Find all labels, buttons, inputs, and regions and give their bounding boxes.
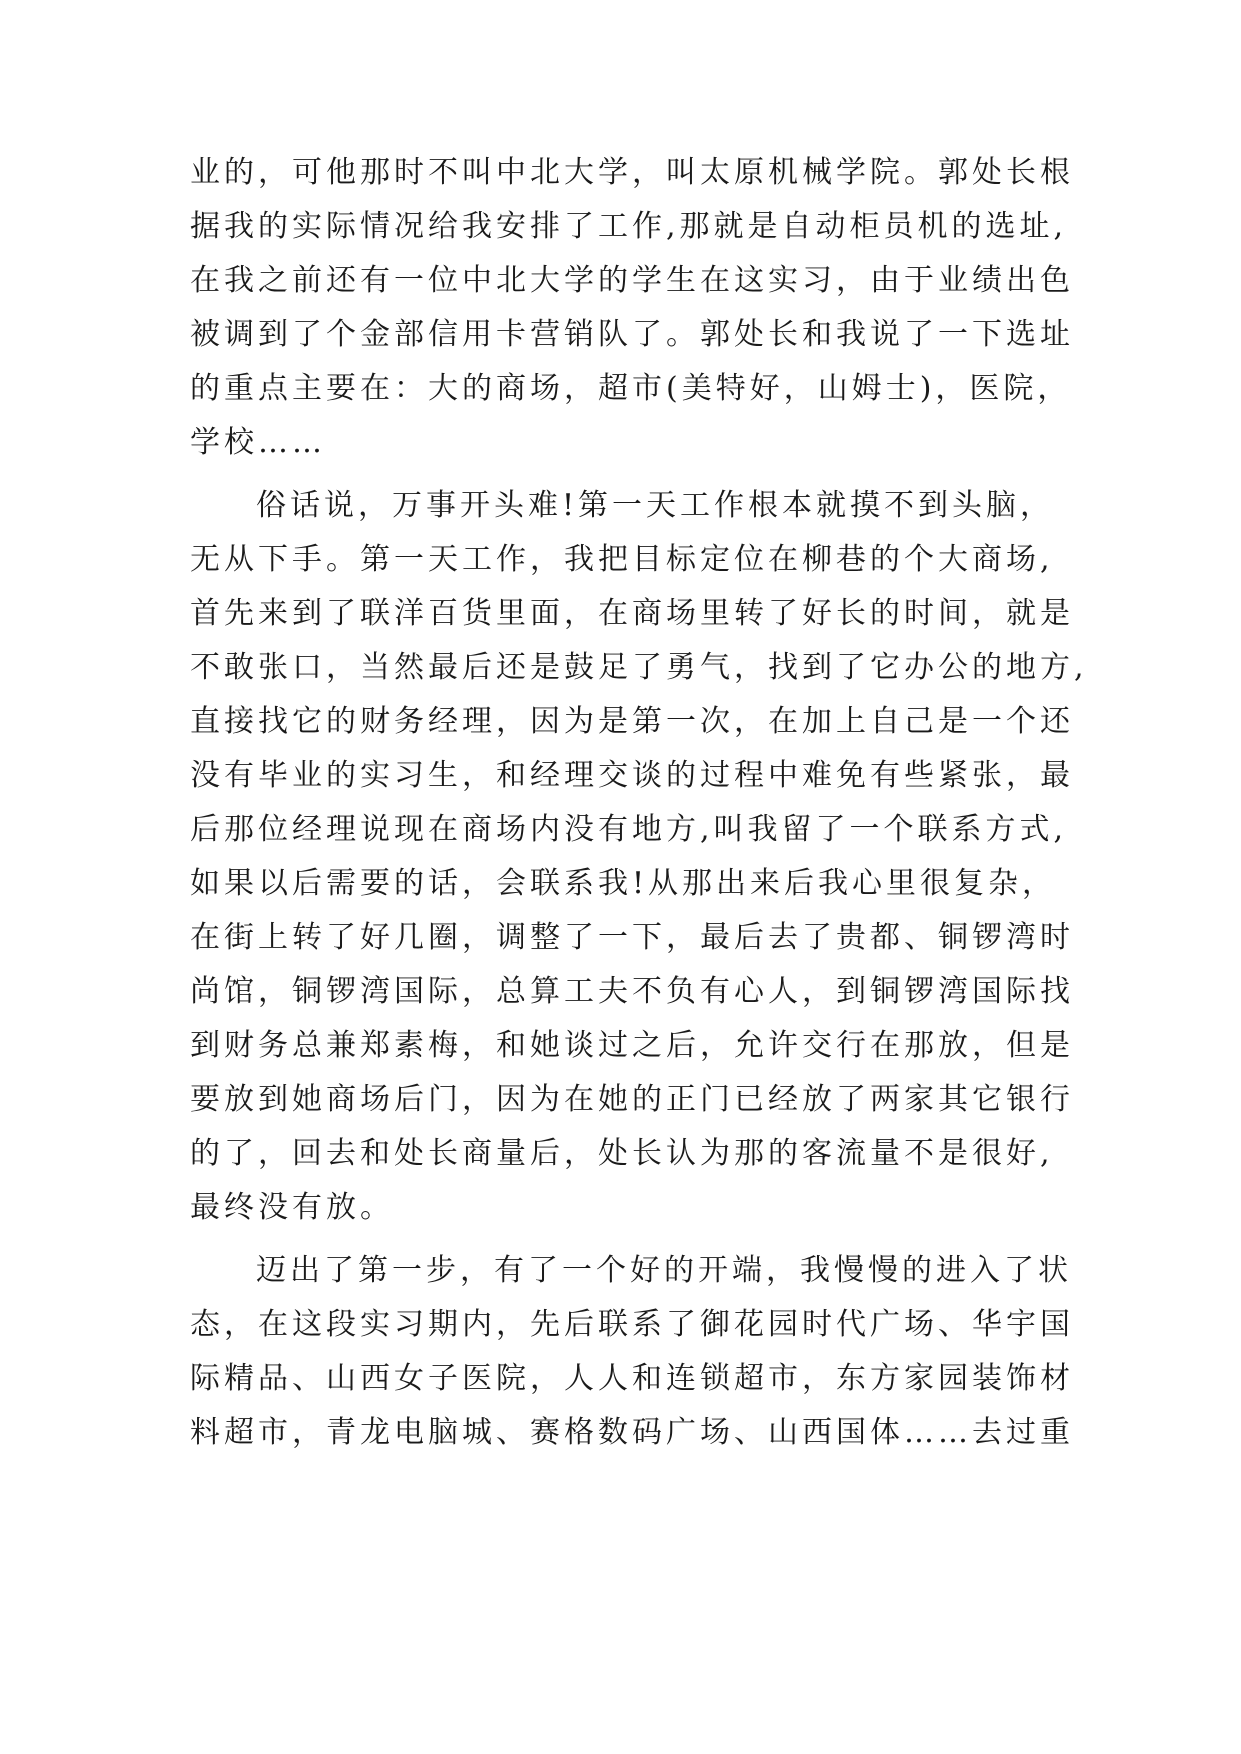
text-line: 到财务总兼郑素梅，和她谈过之后，允许交行在那放，但是 xyxy=(190,1028,1074,1063)
text-line: 要放到她商场后门，因为在她的正门已经放了两家其它银行 xyxy=(190,1082,1074,1117)
paragraph-first-line: 迈出了第一步，有了一个好的开端，我慢慢的进入了状 xyxy=(256,1253,1072,1288)
text-line: 后那位经理说现在商场内没有地方,叫我留了一个联系方式, xyxy=(190,812,1068,847)
text-line: 无从下手。第一天工作，我把目标定位在柳巷的个大商场, xyxy=(190,542,1054,577)
text-line: 在我之前还有一位中北大学的学生在这实习，由于业绩出色 xyxy=(190,263,1074,298)
text-line: 没有毕业的实习生，和经理交谈的过程中难免有些紧张，最 xyxy=(190,758,1074,793)
text-line: 最终没有放。 xyxy=(190,1190,394,1225)
text-line: 学校…… xyxy=(190,425,326,460)
text-line: 在街上转了好几圈，调整了一下，最后去了贵都、铜锣湾时 xyxy=(190,920,1074,955)
text-line: 尚馆，铜锣湾国际，总算工夫不负有心人，到铜锣湾国际找 xyxy=(190,974,1074,1009)
text-line: 料超市，青龙电脑城、赛格数码广场、山西国体……去过重 xyxy=(190,1415,1074,1450)
text-line: 首先来到了联洋百货里面，在商场里转了好长的时间，就是 xyxy=(190,596,1074,631)
text-line: 际精品、山西女子医院，人人和连锁超市，东方家园装饰材 xyxy=(190,1361,1074,1396)
text-line: 的重点主要在：大的商场，超市(美特好，山姆士)，医院， xyxy=(190,371,1072,406)
text-line: 态，在这段实习期内，先后联系了御花园时代广场、华宇国 xyxy=(190,1307,1074,1342)
text-line: 据我的实际情况给我安排了工作,那就是自动柜员机的选址, xyxy=(190,209,1068,244)
text-line: 被调到了个金部信用卡营销队了。郭处长和我说了一下选址 xyxy=(190,317,1074,352)
text-line: 不敢张口，当然最后还是鼓足了勇气，找到了它办公的地方, xyxy=(190,650,1088,685)
text-line: 业的，可他那时不叫中北大学，叫太原机械学院。郭处长根 xyxy=(190,155,1074,190)
text-line: 直接找它的财务经理，因为是第一次，在加上自己是一个还 xyxy=(190,704,1074,739)
paragraph-first-line: 俗话说，万事开头难!第一天工作根本就摸不到头脑， xyxy=(256,488,1055,523)
text-line: 的了，回去和处长商量后，处长认为那的客流量不是很好, xyxy=(190,1136,1054,1171)
text-line: 如果以后需要的话，会联系我!从那出来后我心里很复杂， xyxy=(190,866,1057,901)
